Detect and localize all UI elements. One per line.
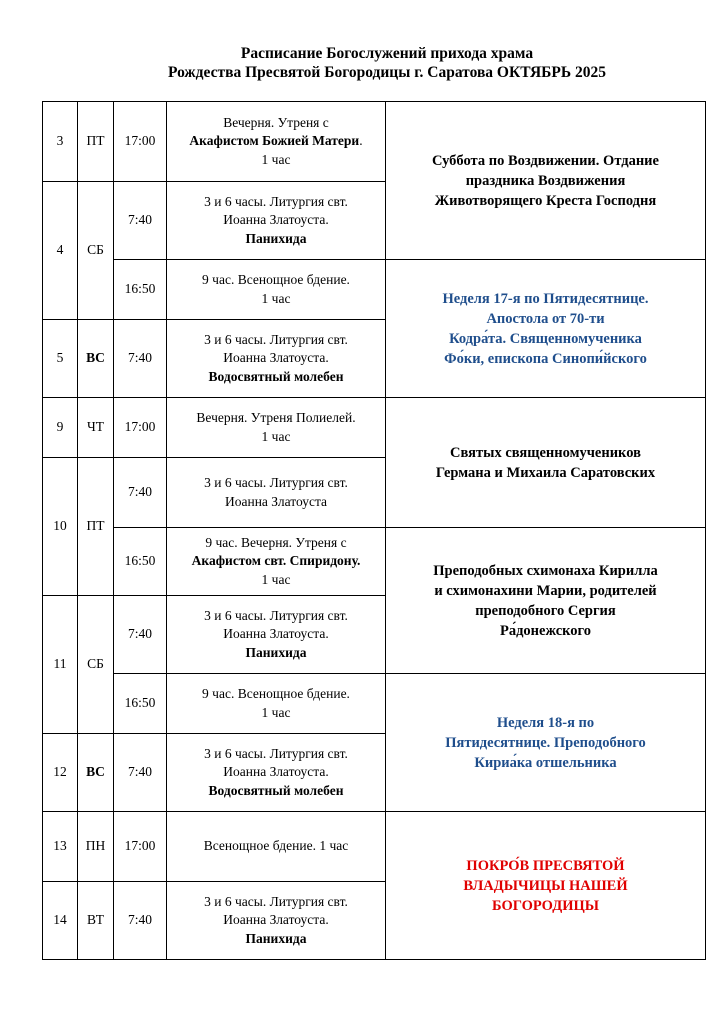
service-line: 3 и 6 часы. Литургия свт.: [204, 475, 348, 490]
feast-cell: [386, 812, 706, 960]
service-line: 1 час: [261, 704, 291, 720]
service-line: .: [359, 133, 363, 149]
feast-cell: [386, 102, 706, 260]
service-line: 1 час: [261, 571, 291, 587]
time-cell: 16:50: [114, 674, 167, 734]
service-cell: [167, 398, 386, 458]
service-line: 9 час. Вечерня. Утреня с: [205, 534, 347, 550]
feast-line: Святых священномучеников: [450, 444, 641, 461]
service-line: Иоанна Златоуста.: [223, 912, 329, 928]
time-cell: 7:40: [114, 320, 167, 398]
service-line: Вечерня. Утреня Полиелей.: [196, 410, 356, 425]
feast-line: праздника Воздвижения: [465, 172, 626, 189]
service-line: 3 и 6 часы. Литургия свт.: [204, 331, 348, 347]
feast-line: Фо́ки, епископа Синопи́йского: [444, 350, 647, 367]
service-line-bold: Акафистом свт. Спиридону.: [191, 553, 361, 569]
feast-line: Германа и Михаила Саратовских: [435, 464, 656, 481]
service-line: 3 и 6 часы. Литургия свт.: [204, 745, 348, 761]
weekday-cell: ПТ: [78, 458, 114, 596]
time-cell: 7:40: [114, 882, 167, 960]
table-row: [43, 812, 706, 882]
feast-cell: [386, 398, 706, 528]
feast-line: Неделя 17-я по Пятидесятнице.: [442, 290, 649, 307]
service-line-bold: Водосвятный молебен: [208, 368, 344, 384]
date-cell: 11: [43, 596, 78, 734]
service-line: 9 час. Всенощное бдение.: [202, 272, 350, 287]
weekday-cell: ВС: [78, 320, 114, 398]
time-cell: 17:00: [114, 398, 167, 458]
time-cell: 16:50: [114, 528, 167, 596]
schedule-table: [42, 101, 706, 960]
service-line: 9 час. Всенощное бдение.: [202, 686, 350, 701]
service-line: Иоанна Златоуста: [224, 493, 328, 509]
time-cell: 7:40: [114, 734, 167, 812]
service-cell: [167, 596, 386, 674]
table-row: [43, 398, 706, 458]
table-row: [43, 260, 706, 320]
service-line-bold: Панихида: [245, 644, 307, 660]
service-line-bold: Панихида: [245, 230, 307, 246]
date-cell: 10: [43, 458, 78, 596]
date-cell: 5: [43, 320, 78, 398]
service-line: Иоанна Златоуста.: [223, 350, 329, 366]
service-line: 3 и 6 часы. Литургия свт.: [204, 193, 348, 209]
feast-line: Кодра́та. Священномученика: [449, 330, 642, 347]
feast-line: Животворящего Креста Господня: [434, 192, 657, 209]
title-line-1: Расписание Богослужений прихода храма: [240, 45, 534, 62]
date-cell: 12: [43, 734, 78, 812]
weekday-cell: ЧТ: [78, 398, 114, 458]
feast-line: Преподобных схимонаха Кирилла: [433, 562, 658, 579]
feast-line: Суббота по Воздвижении. Отдание: [432, 152, 659, 169]
table-row: [43, 102, 706, 182]
service-cell: [167, 182, 386, 260]
service-line-bold: Панихида: [245, 930, 307, 946]
feast-line: Пятидесятнице. Преподобного: [445, 734, 646, 751]
service-line: Иоанна Златоуста.: [223, 764, 329, 780]
service-line: 1 час: [261, 290, 291, 306]
weekday-cell: ПТ: [78, 102, 114, 182]
weekday-cell: ВС: [78, 734, 114, 812]
service-cell: [167, 812, 386, 882]
feast-line: Ра́донежского: [499, 622, 592, 639]
time-cell: 16:50: [114, 260, 167, 320]
service-line: Иоанна Златоуста.: [223, 212, 329, 228]
feast-cell: [386, 674, 706, 812]
service-line: 3 и 6 часы. Литургия свт.: [204, 607, 348, 623]
feast-cell: [386, 528, 706, 674]
service-cell: [167, 458, 386, 528]
feast-cell: [386, 260, 706, 398]
table-row: [43, 528, 706, 596]
feast-line: Кириа́ка отшельника: [474, 754, 617, 771]
title-line-2: Рождества Пресвятой Богородицы г. Саратова ОКТЯБРЬ 2025: [167, 64, 607, 81]
feast-line: и схимонахини Марии, родителей: [434, 582, 657, 599]
feast-line: Неделя 18-я по: [496, 714, 595, 731]
service-line-bold: Водосвятный молебен: [208, 782, 344, 798]
feast-line: преподобного Сергия: [475, 602, 616, 619]
date-cell: 4: [43, 182, 78, 320]
time-cell: 7:40: [114, 458, 167, 528]
time-cell: 17:00: [114, 812, 167, 882]
service-line-bold: Акафистом Божией Матери: [189, 133, 360, 149]
service-line: 3 и 6 часы. Литургия свт.: [204, 893, 348, 909]
service-line: Иоанна Златоуста.: [223, 626, 329, 642]
page-title: [0, 44, 724, 82]
service-cell: [167, 882, 386, 960]
weekday-cell: ПН: [78, 812, 114, 882]
service-line: 1 час: [261, 428, 291, 444]
weekday-cell: СБ: [78, 182, 114, 320]
service-cell: [167, 528, 386, 596]
service-cell: [167, 734, 386, 812]
service-line: 1 час: [261, 151, 291, 167]
date-cell: 14: [43, 882, 78, 960]
table-row: [43, 674, 706, 734]
feast-line: БОГОРОДИЦЫ: [491, 897, 599, 914]
service-cell: [167, 102, 386, 182]
service-cell: [167, 260, 386, 320]
weekday-cell: ВТ: [78, 882, 114, 960]
weekday-cell: СБ: [78, 596, 114, 734]
date-cell: 13: [43, 812, 78, 882]
feast-line: ВЛАДЫЧИЦЫ НАШЕЙ: [463, 877, 628, 894]
service-line: Всенощное бдение. 1 час: [203, 838, 349, 854]
date-cell: 9: [43, 398, 78, 458]
feast-line: ПОКРО́В ПРЕСВЯТОЙ: [466, 857, 625, 874]
feast-line: Апостола от 70-ти: [486, 310, 605, 327]
time-cell: 7:40: [114, 182, 167, 260]
service-line: Вечерня. Утреня с: [223, 114, 329, 130]
time-cell: 17:00: [114, 102, 167, 182]
date-cell: 3: [43, 102, 78, 182]
time-cell: 7:40: [114, 596, 167, 674]
service-cell: [167, 320, 386, 398]
service-cell: [167, 674, 386, 734]
